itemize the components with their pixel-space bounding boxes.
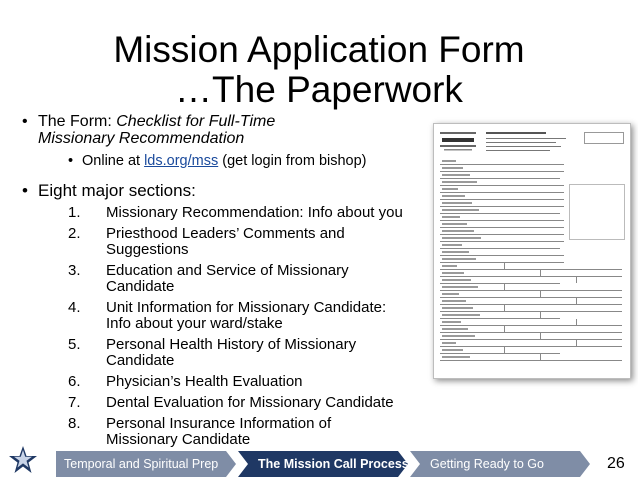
title-line-1: Mission Application Form: [113, 29, 525, 70]
section-title-cont: Candidate: [106, 352, 175, 369]
section-item: [20, 374, 440, 390]
section-item: [20, 395, 440, 411]
bullet-sections: • Eight major sections:: [20, 182, 440, 199]
section-title-cont: Info about your ward/stake: [106, 315, 283, 332]
section-item: [20, 337, 440, 369]
nav-step-3[interactable]: [410, 451, 590, 477]
church-logo-icon: [440, 130, 476, 152]
form-name-line-1: Checklist for Full-Time: [116, 113, 276, 130]
bullet-form: [20, 113, 440, 147]
section-title-cont: Candidate: [106, 278, 175, 295]
nav-step-1[interactable]: [56, 451, 236, 477]
section-title: Dental Evaluation for Missionary Candidate: [106, 394, 394, 411]
section-item: [20, 226, 440, 258]
section-item: [20, 263, 440, 295]
form-name-line-2: Missionary Recommendation: [38, 130, 245, 147]
section-title: Education and Service of Missionary: [106, 262, 349, 279]
section-title: Personal Health History of Missionary: [106, 336, 357, 353]
section-number: 4.: [68, 299, 81, 316]
mss-link[interactable]: lds.org/mss: [144, 153, 219, 169]
nav-step-2[interactable]: [238, 451, 408, 477]
section-title: Missionary Recommendation: Info about you: [106, 204, 403, 221]
footer-nav: [0, 443, 638, 479]
section-title: Personal Insurance Information of: [106, 415, 332, 432]
bullet-form-prefix: The Form:: [38, 113, 117, 130]
section-title-cont: Missionary Candidate: [106, 431, 251, 448]
star-logo-icon: [8, 445, 38, 475]
bullet-list: [20, 113, 440, 453]
page-number: 26: [607, 455, 625, 472]
section-number: 2.: [68, 225, 81, 242]
online-prefix: Online at: [82, 153, 145, 169]
nav-step-label: Getting Ready to Go: [430, 457, 544, 471]
form-thumbnail-image: [433, 123, 631, 379]
nav-step-label: Temporal and Spiritual Prep: [64, 457, 219, 471]
section-number: 3.: [68, 262, 81, 279]
section-number: 7.: [68, 394, 81, 411]
section-number: 5.: [68, 336, 81, 353]
section-title: Priesthood Leaders’ Comments and: [106, 225, 345, 242]
nav-step-label: The Mission Call Process: [258, 457, 409, 471]
section-item: [20, 205, 440, 221]
section-title-cont: Suggestions: [106, 241, 189, 258]
sub-bullet-online: [20, 153, 440, 170]
online-suffix: (get login from bishop): [218, 153, 367, 169]
section-number: 8.: [68, 415, 81, 432]
section-title: Unit Information for Missionary Candidate:: [106, 299, 387, 316]
section-number: 1.: [68, 204, 81, 221]
section-item: [20, 300, 440, 332]
section-title: Physician’s Health Evaluation: [106, 373, 303, 390]
title-line-2: …The Paperwork: [175, 69, 463, 110]
section-number: 6.: [68, 373, 81, 390]
sections-list: [20, 205, 440, 448]
